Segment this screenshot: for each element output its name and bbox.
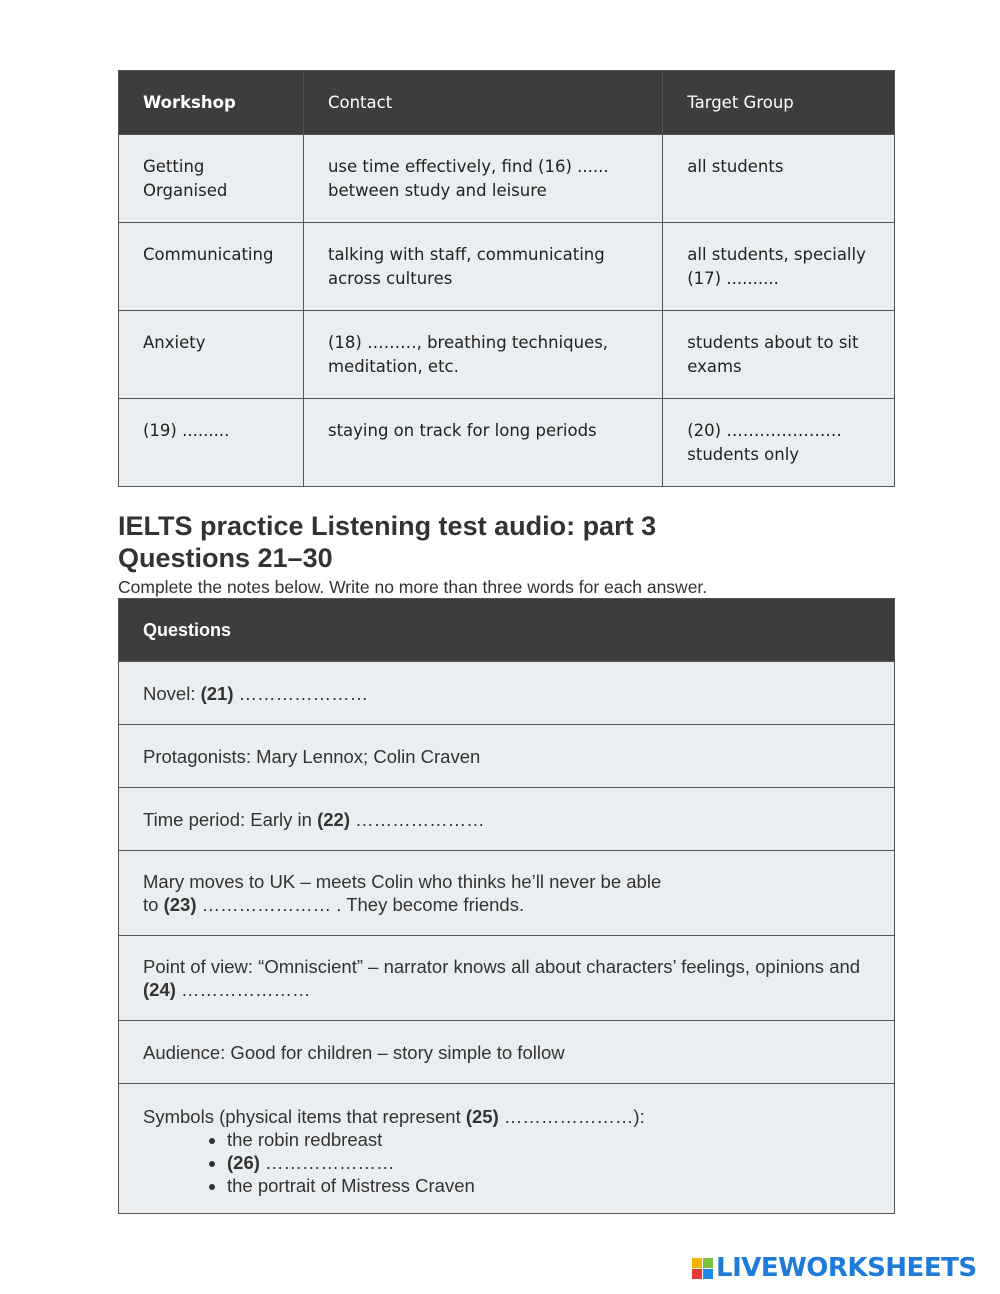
q24-number: (24) xyxy=(143,979,176,1000)
q25-number: (25) xyxy=(465,1106,499,1127)
cell-workshop: Getting Organised xyxy=(119,135,304,223)
symbols-list xyxy=(143,1128,870,1197)
cell-workshop: (19) ......... xyxy=(119,399,304,487)
cell-workshop: Communicating xyxy=(119,223,304,311)
q25-text: Symbols (physical items that represent xyxy=(143,1106,466,1127)
question-row-22 xyxy=(119,788,895,851)
q26-blank[interactable]: ………………… xyxy=(259,1152,395,1173)
q22-blank[interactable]: ………………… xyxy=(350,808,485,830)
q23-text: to xyxy=(143,894,164,915)
logo-grid-icon xyxy=(692,1258,713,1279)
logo-square-icon xyxy=(692,1269,702,1279)
question-row-25 xyxy=(119,1084,895,1214)
q23-line-1: Mary moves to UK – meets Colin who thinks he’ll never be able xyxy=(143,871,662,892)
q21-number: (21) xyxy=(200,682,234,704)
cell-contact: talking with staff, communicating across cultures xyxy=(303,223,662,311)
audience-text: Audience: Good for children – story simple to follow xyxy=(119,1021,895,1084)
header-target-group: Target Group xyxy=(663,71,895,135)
section-heading xyxy=(118,510,656,574)
logo-square-icon xyxy=(703,1269,713,1279)
table-row xyxy=(119,311,895,399)
list-item: • the robin redbreast xyxy=(227,1128,870,1151)
header-workshop: Workshop xyxy=(119,71,304,135)
workshop-table-header xyxy=(119,71,895,135)
list-item xyxy=(227,1151,870,1174)
table-row xyxy=(119,135,895,223)
q26-number: (26) xyxy=(227,1152,260,1173)
cell-target-group: all students, specially (17) .......... xyxy=(663,223,895,311)
brand-name: LIVEWORKSHEETS xyxy=(716,1253,977,1283)
questions-header-row xyxy=(119,599,895,662)
protagonists-text: Protagonists: Mary Lennox; Colin Craven xyxy=(119,725,895,788)
question-row-24 xyxy=(119,936,895,1021)
q23-number: (23) xyxy=(163,894,197,915)
header-contact: Contact xyxy=(303,71,662,135)
q23-blank[interactable]: ………………… . They become friends. xyxy=(196,894,525,915)
cell-target-group: (20) ………………… students only xyxy=(663,399,895,487)
cell-target-group: all students xyxy=(663,135,895,223)
q25-blank[interactable]: …………………): xyxy=(498,1106,645,1127)
cell-contact: use time effectively, find (16) ...... between study and leisure xyxy=(303,135,662,223)
instructions: Complete the notes below. Write no more than three words for each answer. xyxy=(118,577,708,597)
logo-square-icon xyxy=(692,1258,702,1268)
q21-blank[interactable]: ………………… xyxy=(233,682,369,704)
heading-line-2: Questions 21–30 xyxy=(118,543,333,573)
protagonists-row xyxy=(119,725,895,788)
cell-workshop: Anxiety xyxy=(119,311,304,399)
list-item: • the portrait of Mistress Craven xyxy=(227,1174,870,1197)
table-row xyxy=(119,223,895,311)
q24-text: Point of view: “Omniscient” – narrator knows all about characters’ feelings, opinions and xyxy=(143,956,861,977)
q22-text: Time period: Early in xyxy=(143,808,318,830)
questions-header: Questions xyxy=(119,599,895,662)
question-row-21 xyxy=(119,662,895,725)
cell-contact: staying on track for long periods xyxy=(303,399,662,487)
workshop-table xyxy=(118,70,895,487)
q22-number: (22) xyxy=(317,808,351,830)
q21-text: Novel: xyxy=(143,682,201,704)
logo-square-icon xyxy=(703,1258,713,1268)
question-row-23 xyxy=(119,851,895,936)
table-row xyxy=(119,399,895,487)
q24-blank[interactable]: ………………… xyxy=(175,979,311,1000)
cell-contact: (18) ………, breathing techniques, meditation, etc. xyxy=(303,311,662,399)
questions-table xyxy=(118,598,895,1214)
audience-row xyxy=(119,1021,895,1084)
heading-line-1: IELTS practice Listening test audio: part 3 xyxy=(118,511,657,541)
liveworksheets-logo[interactable] xyxy=(692,1253,977,1283)
cell-target-group: students about to sit exams xyxy=(663,311,895,399)
